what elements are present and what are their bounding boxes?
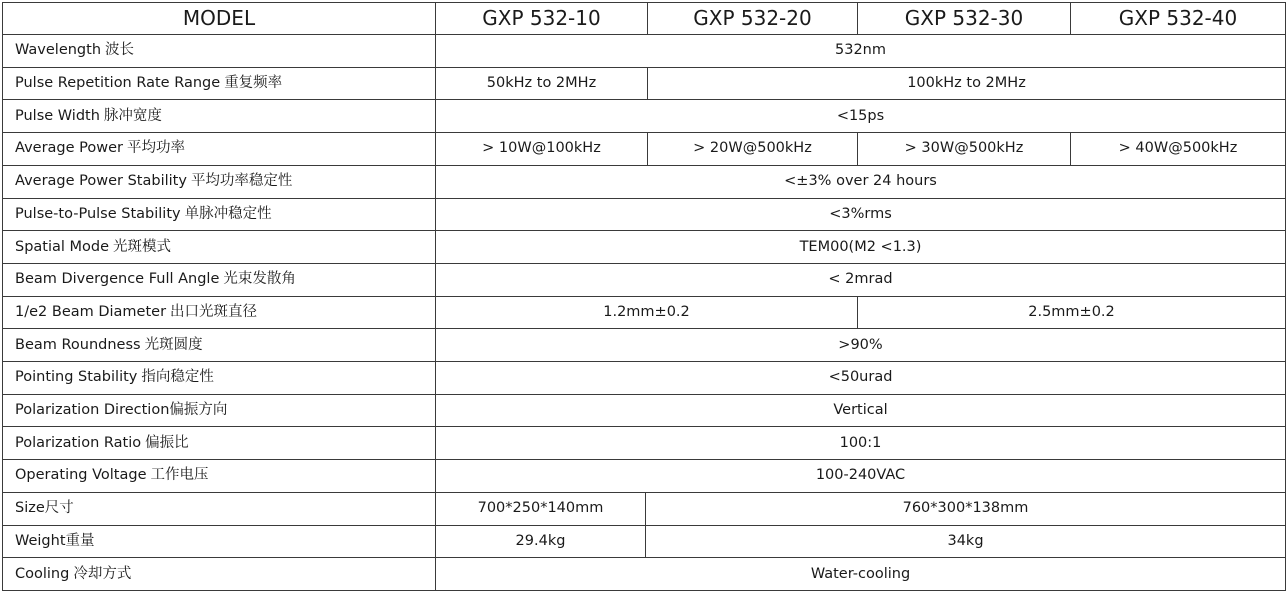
row-value: 50kHz to 2MHz: [436, 67, 648, 100]
row-label: Operating Voltage 工作电压: [3, 460, 436, 493]
row-value: 100-240VAC: [436, 460, 1286, 493]
row-value: 34kg: [646, 525, 1286, 558]
row-value: > 10W@100kHz: [436, 133, 648, 166]
row-label: Beam Divergence Full Angle 光束发散角: [3, 263, 436, 296]
row-average-power: [3, 133, 1286, 166]
row-label: Beam Roundness 光斑圆度: [3, 329, 436, 362]
row-pointing-stability: [3, 362, 1286, 395]
row-value: > 30W@500kHz: [858, 133, 1071, 166]
row-value: >90%: [436, 329, 1286, 362]
row-label: Pulse Repetition Rate Range 重复频率: [3, 67, 436, 100]
row-value: <±3% over 24 hours: [436, 165, 1286, 198]
row-value: > 20W@500kHz: [648, 133, 858, 166]
row-value: 532nm: [436, 35, 1286, 68]
row-wavelength: [3, 35, 1286, 68]
row-repetition-rate: [3, 67, 1286, 100]
row-label: Pulse Width 脉冲宽度: [3, 100, 436, 133]
row-beam-roundness: [3, 329, 1286, 362]
row-value: <50urad: [436, 362, 1286, 395]
spec-table: [2, 2, 1286, 591]
row-value: Vertical: [436, 394, 1286, 427]
row-beam-diameter: [3, 296, 1286, 329]
row-value: < 2mrad: [436, 263, 1286, 296]
row-value: <15ps: [436, 100, 1286, 133]
model-gxp-532-10: GXP 532-10: [436, 3, 648, 35]
row-pulse-width: [3, 100, 1286, 133]
row-label: Pointing Stability 指向稳定性: [3, 362, 436, 395]
row-value: <3%rms: [436, 198, 1286, 231]
row-polarization-ratio: [3, 427, 1286, 460]
row-value: 100:1: [436, 427, 1286, 460]
row-spatial-mode: [3, 231, 1286, 264]
row-power-stability: [3, 165, 1286, 198]
row-label: Average Power 平均功率: [3, 133, 436, 166]
row-label: Average Power Stability 平均功率稳定性: [3, 165, 436, 198]
row-polarization-direction: [3, 394, 1286, 427]
row-value: > 40W@500kHz: [1071, 133, 1286, 166]
header-row: [3, 3, 1286, 35]
row-value: TEM00(M2 <1.3): [436, 231, 1286, 264]
row-value: 29.4kg: [436, 525, 646, 558]
row-size: [3, 492, 1286, 525]
row-value: 1.2mm±0.2: [436, 296, 858, 329]
row-label: Pulse-to-Pulse Stability 单脉冲稳定性: [3, 198, 436, 231]
model-gxp-532-30: GXP 532-30: [858, 3, 1071, 35]
model-gxp-532-40: GXP 532-40: [1071, 3, 1286, 35]
row-value: 700*250*140mm: [436, 492, 646, 525]
row-label: 1/e2 Beam Diameter 出口光斑直径: [3, 296, 436, 329]
row-cooling: [3, 558, 1286, 591]
row-value: 2.5mm±0.2: [858, 296, 1286, 329]
row-operating-voltage: [3, 460, 1286, 493]
row-label: Cooling 冷却方式: [3, 558, 436, 591]
model-header: MODEL: [3, 3, 436, 35]
row-value: 760*300*138mm: [646, 492, 1286, 525]
row-label: Size尺寸: [3, 492, 436, 525]
row-pulse-stability: [3, 198, 1286, 231]
model-gxp-532-20: GXP 532-20: [648, 3, 858, 35]
row-label: Wavelength 波长: [3, 35, 436, 68]
row-weight: [3, 525, 1286, 558]
row-label: Polarization Direction偏振方向: [3, 394, 436, 427]
row-label: Weight重量: [3, 525, 436, 558]
row-label: Polarization Ratio 偏振比: [3, 427, 436, 460]
row-value: Water-cooling: [436, 558, 1286, 591]
row-label: Spatial Mode 光斑模式: [3, 231, 436, 264]
row-value: 100kHz to 2MHz: [648, 67, 1286, 100]
row-beam-divergence: [3, 263, 1286, 296]
